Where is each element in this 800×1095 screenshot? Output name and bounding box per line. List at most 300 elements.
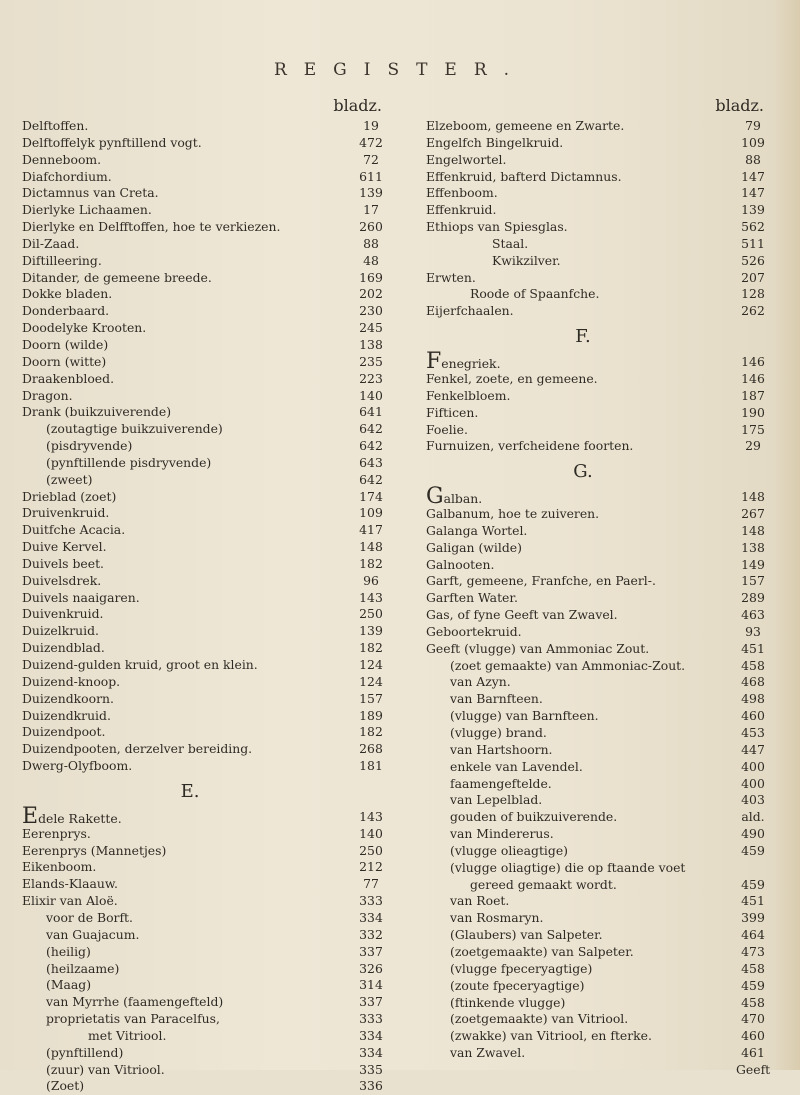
index-term: Furnuizen, verfcheidene foorten. (426, 438, 634, 454)
index-term: Dokke bladen. (22, 286, 113, 302)
index-entry (22, 337, 388, 354)
page-number: 333 (359, 1011, 383, 1027)
index-term: Engelwortel. (426, 151, 507, 167)
index-term: Delftoffen. (22, 118, 89, 133)
page-number: 212 (359, 859, 383, 875)
page-number: 473 (741, 943, 765, 959)
index-term: (zuur) van Vitriool. (46, 1061, 165, 1077)
index-entry (426, 961, 770, 978)
index-term: (vlugge fpeceryagtige) (450, 960, 593, 976)
index-entry (426, 1028, 770, 1045)
page-number: 245 (359, 320, 383, 336)
page-number: 403 (741, 792, 765, 808)
page-number: 642 (359, 471, 383, 487)
index-column-right (426, 96, 770, 1079)
index-entry (426, 573, 770, 590)
page-label-text: bladz. (715, 96, 764, 115)
index-entry (22, 489, 388, 506)
index-entry (426, 523, 770, 540)
index-entry (22, 388, 388, 405)
page-number: 124 (359, 673, 383, 689)
page-number: 461 (741, 1045, 765, 1061)
index-term: Duitfche Acacia. (22, 522, 126, 538)
index-term: Garften Water. (426, 590, 518, 606)
index-term: Duizend-gulden kruid, groot en klein. (22, 657, 258, 672)
page-number: 190 (741, 404, 765, 420)
index-entry (22, 303, 388, 320)
page-number: 143 (359, 589, 383, 605)
index-term: Duive Kervel. (22, 539, 107, 555)
page-number: 140 (359, 387, 383, 403)
index-term: van Azyn. (450, 674, 511, 690)
index-entry (22, 657, 388, 674)
page-number: 464 (741, 927, 765, 943)
page-number: 460 (741, 1028, 765, 1044)
page-number: ald. (741, 809, 765, 825)
index-entry (22, 1045, 388, 1062)
index-entry (426, 557, 770, 574)
page-number: 138 (359, 336, 383, 352)
page-number: 453 (741, 725, 765, 740)
page-number: 417 (359, 522, 383, 538)
index-entry (426, 910, 770, 927)
index-term: (vlugge oliagtige) die op ftaande voet (450, 859, 686, 875)
index-term: Duizend-knoop. (22, 673, 121, 689)
page-number: 148 (359, 539, 383, 555)
page-number: 139 (359, 623, 383, 639)
page-number: 124 (359, 657, 383, 672)
index-entry (22, 202, 388, 219)
page-number: 250 (359, 842, 383, 858)
index-term-text: dele Rakette. (38, 810, 122, 826)
index-entry (22, 286, 388, 303)
page-number: 337 (359, 943, 383, 959)
index-entry (426, 540, 770, 557)
index-term-text: alban. (443, 491, 483, 507)
index-entry (22, 354, 388, 371)
page-number (736, 860, 770, 877)
index-entry (22, 623, 388, 640)
page-number: 267 (741, 506, 765, 522)
index-term: Dil-Zaad. (22, 235, 80, 251)
page-number: 526 (741, 252, 765, 268)
index-entry (22, 1028, 388, 1045)
page-number: 459 (741, 876, 765, 892)
index-term: Doodelyke Krooten. (22, 320, 147, 336)
index-entry (426, 438, 770, 455)
index-entry (22, 371, 388, 388)
index-entry (426, 135, 770, 152)
page-number: 157 (741, 573, 765, 589)
index-term: Duizendkruid. (22, 707, 111, 723)
index-entry (426, 826, 770, 843)
index-term: Ethiops van Spiesglas. (426, 219, 568, 235)
page-number: 223 (359, 370, 383, 386)
page-number: 19 (363, 118, 379, 133)
index-entry (426, 893, 770, 910)
index-entry (22, 118, 388, 135)
index-term: (vlugge) brand. (450, 725, 547, 740)
index-term: (zwakke) van Vitriool, en fterke. (450, 1028, 652, 1044)
page-number: 463 (741, 607, 765, 623)
page-number: 451 (741, 893, 765, 909)
page-number: 79 (745, 118, 761, 133)
index-block-g (426, 484, 770, 1062)
index-term: (vlugge) van Barnfteen. (450, 708, 599, 724)
index-entry (426, 658, 770, 675)
index-term: met Vitriool. (88, 1027, 167, 1043)
page-number: 314 (359, 977, 383, 993)
index-entry (426, 405, 770, 422)
page-number: 157 (359, 690, 383, 706)
index-entry (22, 236, 388, 253)
index-entry (22, 876, 388, 893)
page-number: 332 (359, 926, 383, 942)
page-number: 289 (741, 590, 765, 606)
page-label-text: bladz. (333, 96, 382, 115)
page-number: 643 (359, 454, 383, 470)
index-entry (426, 674, 770, 691)
index-entry (426, 118, 770, 135)
index-term: Doorn (witte) (22, 353, 107, 369)
index-term: Draakenbloed. (22, 370, 115, 386)
index-entry (22, 438, 388, 455)
index-term: (zoet gemaakte) van Ammoniac-Zout. (450, 657, 686, 673)
page-number: 182 (359, 640, 383, 656)
page-number: 181 (359, 758, 383, 774)
catchword: Geeft (736, 1061, 771, 1077)
section-letter-e: E. (180, 780, 200, 802)
index-entry (22, 185, 388, 202)
index-term: (vlugge olieagtige) (450, 842, 568, 858)
index-entry (22, 944, 388, 961)
index-block-f (426, 349, 770, 455)
page-number: 147 (741, 185, 765, 201)
index-term: Kwikzilver. (492, 252, 561, 268)
index-entry (426, 371, 770, 388)
index-term: Diftilleering. (22, 252, 102, 268)
page-number: 262 (741, 303, 765, 319)
initial-letter: E (22, 803, 39, 829)
index-entry (426, 641, 770, 658)
index-entry (426, 506, 770, 523)
index-entry (22, 590, 388, 607)
index-entry (22, 320, 388, 337)
index-term-text: enegriek. (441, 356, 501, 372)
index-term: Ditander, de gemeene breede. (22, 269, 212, 285)
index-term: faamengeftelde. (450, 775, 552, 791)
index-entry (22, 556, 388, 573)
page-number: 148 (741, 489, 765, 505)
index-term: Eijerfchaalen. (426, 303, 514, 319)
index-entry (22, 859, 388, 876)
index-term: Duizelkruid. (22, 623, 99, 639)
index-entry (22, 803, 388, 829)
page-number: 472 (359, 134, 383, 150)
page-number: 451 (741, 640, 765, 656)
index-term: Drank (buikzuiverende) (22, 404, 172, 420)
index-block-e-continued (426, 118, 770, 320)
index-term: (heilzaame) (46, 960, 120, 976)
index-entry (426, 624, 770, 641)
index-term: Duizendpoot. (22, 724, 106, 740)
index-entry (22, 270, 388, 287)
index-column-left (22, 96, 388, 1095)
index-entry (426, 349, 770, 375)
index-term: Denneboom. (22, 151, 102, 167)
index-entry (426, 1011, 770, 1028)
index-term: (Glaubers) van Salpeter. (450, 927, 603, 943)
page-number: 48 (363, 252, 379, 268)
index-entry (426, 152, 770, 169)
page-number: 641 (359, 404, 383, 420)
page-number: 182 (359, 555, 383, 571)
index-term (426, 349, 501, 375)
index-entry (426, 776, 770, 793)
index-term: Eerenprys (Mannetjes) (22, 842, 167, 858)
index-block-d (22, 118, 388, 775)
index-entry (426, 422, 770, 439)
page-number: 148 (741, 522, 765, 538)
index-entry (426, 860, 770, 877)
index-entry (426, 708, 770, 725)
index-term: (pynftillend) (46, 1044, 124, 1060)
index-entry (426, 270, 770, 287)
index-term: van Zwavel. (450, 1045, 526, 1061)
page-number: 460 (741, 708, 765, 724)
page-number: 399 (741, 910, 765, 926)
index-entry (426, 590, 770, 607)
index-term: Engelfch Bingelkruid. (426, 134, 564, 150)
index-entry (426, 944, 770, 961)
index-term: voor de Borft. (46, 909, 133, 925)
index-term: Eerenprys. (22, 825, 91, 841)
index-entry (426, 792, 770, 809)
index-term: van Mindererus. (450, 826, 554, 842)
index-entry (22, 893, 388, 910)
page-number: 139 (741, 202, 765, 218)
section-letter-f: F. (575, 326, 591, 348)
index-term: Fenkelbloem. (426, 387, 511, 403)
index-term: Dragon. (22, 387, 73, 403)
index-entry (22, 1011, 388, 1028)
index-entry (22, 152, 388, 169)
index-term: Garft, gemeene, Franfche, en Paerl-. (426, 573, 656, 589)
index-term: Erwten. (426, 269, 476, 285)
page-number: 147 (741, 168, 765, 184)
index-term: Eikenboom. (22, 859, 97, 875)
page-number: 29 (745, 438, 761, 454)
page-number: 335 (359, 1061, 383, 1077)
running-head: REGISTER. (273, 60, 527, 80)
page-number: 109 (741, 134, 765, 150)
index-entry (22, 977, 388, 994)
index-entry (22, 539, 388, 556)
index-term: Staal. (492, 235, 529, 251)
page-number: 202 (359, 286, 383, 302)
page-number: 93 (745, 623, 761, 639)
page-number: 458 (741, 657, 765, 673)
page-number: 182 (359, 724, 383, 740)
page-number: 189 (359, 707, 383, 723)
page-label-left (22, 96, 388, 118)
page-label-right (426, 96, 770, 118)
page-number: 333 (359, 893, 383, 909)
page-number: 337 (359, 994, 383, 1010)
index-term: Duizendblad. (22, 640, 105, 656)
index-entry (426, 286, 770, 303)
index-entry (426, 978, 770, 995)
index-entry (426, 742, 770, 759)
index-entry (22, 961, 388, 978)
index-term: proprietatis van Paracelfus, (46, 1011, 220, 1027)
index-term: Drieblad (zoet) (22, 488, 117, 504)
index-term: Dierlyke en Delfftoffen, hoe te verkiezen. (22, 219, 281, 235)
index-term: (zoetgemaakte) van Vitriool. (450, 1011, 629, 1027)
page-number: 458 (741, 994, 765, 1010)
index-term: van Rosmaryn. (450, 910, 544, 926)
index-entry (22, 455, 388, 472)
page-number: 143 (359, 808, 383, 824)
page-number: 109 (359, 505, 383, 521)
index-entry (426, 303, 770, 320)
index-term: (pynftillende pisdryvende) (46, 454, 212, 470)
page-number: 72 (363, 151, 379, 167)
index-term: Duivels beet. (22, 555, 104, 571)
index-term: (Maag) (46, 977, 92, 993)
catchword-row (426, 1062, 770, 1079)
page-number: 642 (359, 421, 383, 437)
index-entry (22, 219, 388, 236)
page-number: 334 (359, 1027, 383, 1043)
page-number: 459 (741, 977, 765, 993)
index-term: Doorn (wilde) (22, 336, 109, 352)
page-number: 235 (359, 353, 383, 369)
page-number: 562 (741, 219, 765, 235)
index-term: Galigan (wilde) (426, 539, 522, 555)
index-entry (426, 1045, 770, 1062)
index-entry (426, 691, 770, 708)
page-number: 498 (741, 691, 765, 707)
index-entry (22, 505, 388, 522)
index-entry (22, 826, 388, 843)
page-number: 268 (359, 741, 383, 757)
index-entry (426, 219, 770, 236)
index-entry (22, 927, 388, 944)
section-letter-g: G. (573, 461, 593, 483)
index-entry (22, 741, 388, 758)
index-term: Effenkruid. (426, 202, 497, 218)
page-number: 400 (741, 758, 765, 774)
index-entry (426, 843, 770, 860)
index-term: Elzeboom, gemeene en Zwarte. (426, 118, 625, 133)
index-term: gereed gemaakt wordt. (470, 876, 617, 892)
index-term: Galnooten. (426, 556, 495, 572)
index-term (426, 484, 483, 510)
index-entry (22, 253, 388, 270)
page-number: 174 (359, 488, 383, 504)
page-number: 468 (741, 674, 765, 690)
index-term: enkele van Lavendel. (450, 758, 583, 774)
index-entry (22, 724, 388, 741)
index-term: van Hartshoorn. (450, 741, 553, 757)
index-term: Druivenkruid. (22, 505, 110, 521)
index-entry (22, 758, 388, 775)
page-number: 642 (359, 438, 383, 454)
index-entry (426, 253, 770, 270)
page-number: 88 (363, 235, 379, 251)
page-number: 458 (741, 960, 765, 976)
page-number: 96 (363, 572, 379, 588)
index-entry (22, 573, 388, 590)
page-number: 17 (363, 202, 379, 218)
index-term: Duivels naaigaren. (22, 589, 140, 605)
index-term: (zweet) (46, 471, 93, 487)
index-term: Gas, of fyne Geeft van Zwavel. (426, 607, 618, 623)
index-term: Dierlyke Lichaamen. (22, 202, 152, 218)
index-term: Geeft (vlugge) van Ammoniac Zout. (426, 640, 650, 656)
index-term: Duizendkoorn. (22, 690, 114, 706)
index-entry (22, 522, 388, 539)
index-term: Elands-Klaauw. (22, 876, 118, 892)
index-entry (426, 927, 770, 944)
index-entry (22, 1078, 388, 1095)
index-term: Effenkruid, bafterd Dictamnus. (426, 168, 622, 184)
index-entry (426, 236, 770, 253)
page-number: 149 (741, 556, 765, 572)
index-term: van Lepelblad. (450, 792, 543, 808)
index-entry (426, 185, 770, 202)
index-term: van Roet. (450, 893, 510, 909)
page-number: 447 (741, 741, 765, 757)
page-number: 334 (359, 909, 383, 925)
index-term: Roode of Spaanfche. (470, 286, 600, 302)
index-block-e (22, 803, 388, 1095)
index-term: Dictamnus van Creta. (22, 185, 159, 201)
index-term: Geboortekruid. (426, 623, 522, 639)
index-term: (zoetgemaakte) van Salpeter. (450, 943, 634, 959)
page-number: 138 (741, 539, 765, 555)
initial-letter: F (426, 349, 442, 375)
page-number: 334 (359, 1044, 383, 1060)
index-entry (426, 388, 770, 405)
index-entry (22, 472, 388, 489)
index-term: Duivelsdrek. (22, 572, 102, 588)
index-term: Galanga Wortel. (426, 522, 528, 538)
index-entry (426, 809, 770, 826)
index-entry (426, 759, 770, 776)
index-entry (22, 640, 388, 657)
page-number: 128 (741, 286, 765, 302)
index-term: (zoute fpeceryagtige) (450, 977, 585, 993)
index-entry (22, 169, 388, 186)
index-term: Galbanum, hoe te zuiveren. (426, 506, 600, 522)
index-term: (pisdryvende) (46, 438, 133, 454)
page-number: 77 (363, 876, 379, 892)
index-term: Duizendpooten, derzelver bereiding. (22, 741, 253, 757)
index-term: van Guajacum. (46, 926, 140, 942)
index-term: (zoutagtige buikzuiverende) (46, 421, 223, 437)
page-number: 511 (741, 235, 765, 251)
index-term: Fifticen. (426, 404, 479, 420)
page-number: 336 (359, 1078, 383, 1094)
page-number: 470 (741, 1011, 765, 1027)
index-term: Duivenkruid. (22, 606, 104, 622)
index-term: Donderbaard. (22, 303, 110, 319)
index-term: Foelie. (426, 421, 468, 437)
index-entry (426, 877, 770, 894)
index-term: van Myrrhe (faamengefteld) (46, 994, 224, 1010)
